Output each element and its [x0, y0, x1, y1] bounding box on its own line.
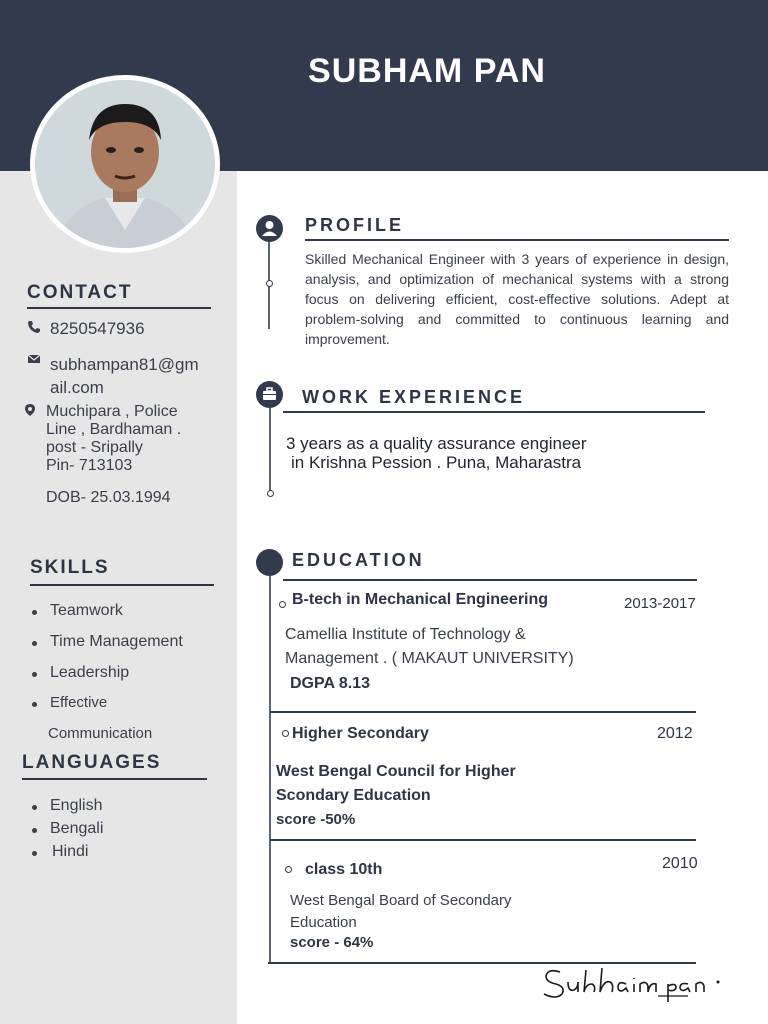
class10-degree: class 10th [305, 861, 383, 878]
btech-institution-line1: Camellia Institute of Technology & [285, 626, 526, 643]
class10-board-line1: West Bengal Board of Secondary [290, 892, 512, 909]
btech-years: 2013-2017 [624, 595, 696, 612]
class10-year: 2010 [662, 855, 698, 872]
address: Muchipara , Police Line , Bardhaman . post - Sripally Pin- 713103 [46, 403, 182, 474]
list-item: Time Management [30, 633, 183, 664]
hs-board-line1: West Bengal Council for Higher [276, 763, 516, 780]
phone-number[interactable]: 8250547936 [50, 319, 145, 338]
btech-institution-line2: Management . ( MAKAUT UNIVERSITY) [285, 650, 574, 667]
hs-board-line2: Scondary Education [276, 787, 431, 804]
skills-continuation: Communication [48, 725, 153, 742]
profile-title: PROFILE [305, 215, 405, 235]
skills-rule [30, 584, 214, 586]
education-section-icon [256, 549, 283, 576]
profile-summary: Skilled Mechanical Engineer with 3 years of experience in design, analysis, and optimization of mechanical systems with a strong focus on delivering efficient, cost-effective solutions. Adept at problem-solving and committed to continuous learning and improvement. [305, 251, 729, 347]
location-pin-icon [23, 403, 37, 417]
profile-rule [305, 239, 729, 241]
list-item: Leadership [30, 664, 183, 694]
signature [538, 960, 728, 1004]
skills-list [30, 602, 183, 724]
list-item: Effective [30, 694, 183, 724]
list-item: Bengali [30, 820, 103, 843]
hs-year: 2012 [657, 725, 693, 742]
timeline-node [267, 490, 274, 497]
hs-score: score -50% [276, 811, 356, 828]
list-item: Teamwork [30, 602, 183, 633]
briefcase-icon [256, 381, 283, 408]
phone-icon [27, 320, 41, 334]
work-title: WORK EXPERIENCE [302, 387, 526, 407]
hs-degree: Higher Secondary [292, 725, 429, 742]
candidate-name: SUBHAM PAN [308, 52, 546, 90]
profile-photo [30, 75, 220, 253]
user-icon [256, 215, 283, 242]
btech-degree: B-tech in Mechanical Engineering [292, 591, 549, 608]
education-timeline [269, 576, 271, 964]
languages-title: LANGUAGES [22, 752, 162, 773]
btech-grade: DGPA 8.13 [290, 675, 371, 692]
contact-rule [27, 307, 211, 309]
email-icon [27, 352, 41, 366]
education-rule [283, 579, 697, 581]
contact-title: CONTACT [27, 282, 133, 303]
work-section-icon [256, 381, 283, 408]
work-line: 3 years as a quality assurance engineer [286, 434, 587, 453]
bullet-ring [285, 866, 292, 873]
education-divider [270, 711, 696, 713]
list-item: Hindi [30, 843, 103, 866]
education-title: EDUCATION [292, 550, 425, 570]
work-line: in Krishna Pession . Puna, Maharastra [291, 453, 582, 472]
languages-rule [22, 778, 207, 780]
education-divider [270, 839, 696, 841]
work-timeline [269, 408, 271, 494]
person-photo-icon [35, 80, 215, 248]
timeline-node [266, 280, 273, 287]
skills-title: SKILLS [30, 557, 110, 578]
date-of-birth: DOB- 25.03.1994 [46, 489, 171, 506]
list-item: English [30, 797, 103, 820]
email-address[interactable]: subhampan81@gm ail.com [50, 355, 199, 397]
class10-score: score - 64% [290, 934, 374, 951]
languages-list [30, 797, 103, 866]
class10-board-line2: Education [290, 914, 357, 931]
profile-section-icon [256, 215, 283, 242]
bullet-ring [279, 601, 286, 608]
bullet-ring [282, 730, 289, 737]
work-rule [283, 411, 705, 413]
